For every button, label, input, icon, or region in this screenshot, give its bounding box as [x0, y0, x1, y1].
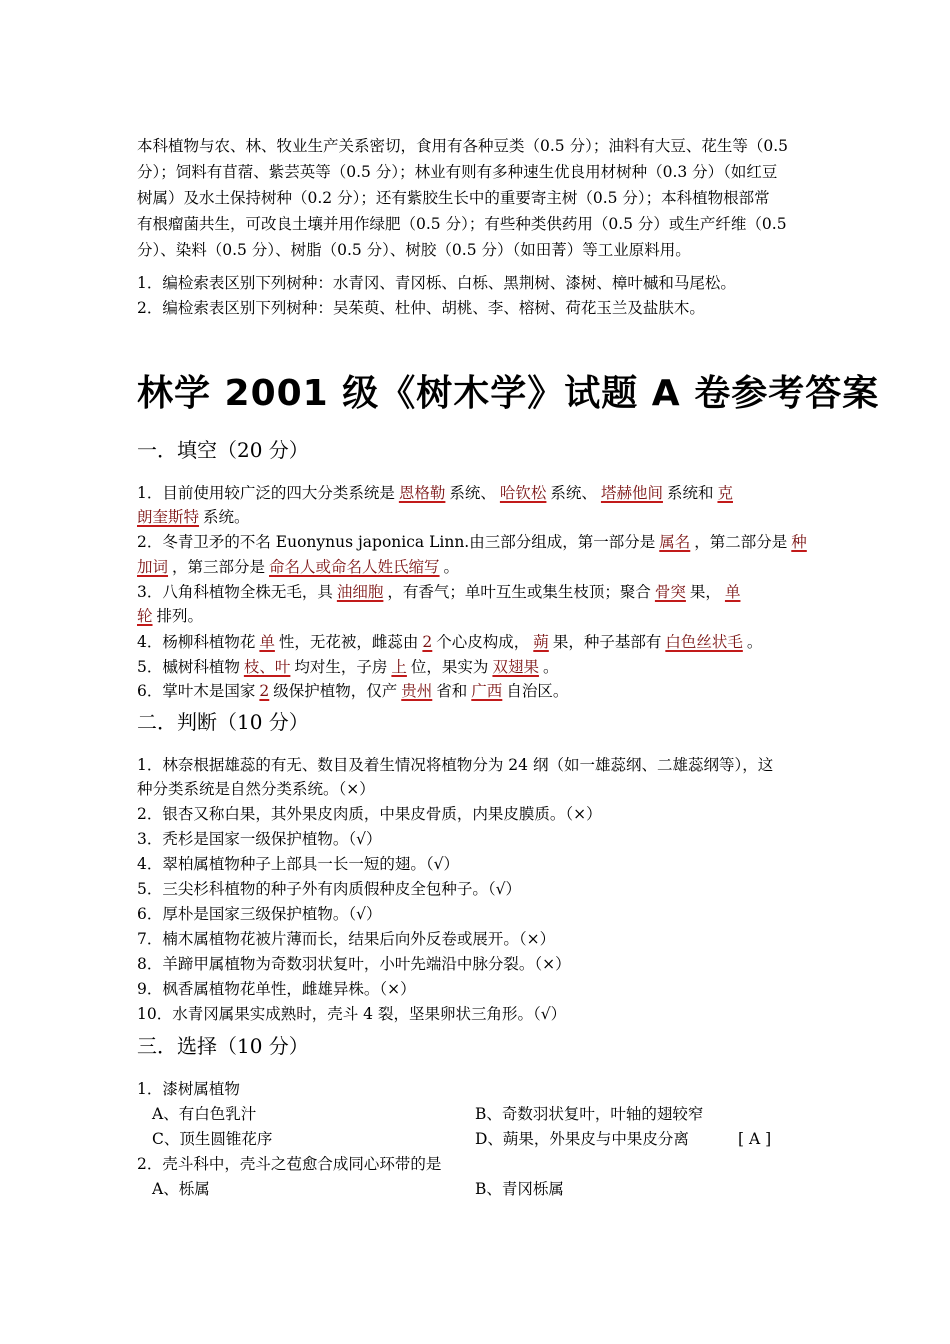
- fill-q2-answer-1: 属名: [659, 533, 691, 551]
- fill-q2-text-3: ，第三部分是: [172, 558, 266, 576]
- fill-q6: [137, 681, 568, 701]
- section-fill-heading: 一．填空（20 分）: [137, 438, 309, 462]
- fill-q4-text: 4．杨柳科植物花: [137, 633, 256, 651]
- fill-q3-line1: [137, 582, 744, 602]
- fill-q6-text-2: 级保护植物，仅产: [273, 682, 398, 700]
- fill-q3-answer-3b: 轮: [137, 607, 153, 625]
- intro-line-4: 有根瘤菌共生，可改良土壤并用作绿肥（0.5 分）；有些种类供药用（0.5 分）或生产纤维（0.5: [137, 215, 787, 233]
- fill-q2-answer-2b: 加词: [137, 558, 169, 576]
- intro-line-5: 分）、染料（0.5 分）、树脂（0.5 分）、树胶（0.5 分）（如田菁）等工业原料用。: [137, 241, 691, 259]
- fill-q6-text-3: 省和: [436, 682, 468, 700]
- section-judge-heading: 二．判断（10 分）: [137, 710, 309, 734]
- fill-q2-answer-2a: 种: [791, 533, 807, 551]
- fill-q1-answer-4b: 朗奎斯特: [137, 508, 200, 526]
- fill-q5-answer-2: 上: [391, 658, 407, 676]
- fill-q4-answer-2: 2: [422, 633, 433, 651]
- fill-q1-answer-4a: 克: [717, 484, 733, 502]
- fill-q3-answer-1: 油细胞: [336, 583, 384, 601]
- fill-q3-text: 3．八角科植物全株无毛，具: [137, 583, 333, 601]
- fill-q3-answer-3a: 单: [724, 583, 741, 601]
- intro-line-3: 树属）及水土保持树种（0.2 分）；还有紫胶生长中的重要寄主树（0.5 分）；本科植物根部常: [137, 189, 770, 207]
- fill-q1-answer-1: 恩格勒: [398, 484, 446, 502]
- fill-q6-answer-2: 贵州: [401, 682, 433, 700]
- judge-item-5: 5．三尖杉科植物的种子外有肉质假种皮全包种子。（√）: [137, 880, 521, 898]
- judge-item-1a: 1．林奈根据雄蕊的有无、数目及着生情况将植物分为 24 纲（如一雄蕊纲、二雄蕊纲等），这: [137, 756, 774, 774]
- judge-item-8: 8．羊蹄甲属植物为奇数羽状复叶，小叶先端沿中脉分裂。（×）: [137, 955, 571, 973]
- judge-item-3: 3．秃杉是国家一级保护植物。（√）: [137, 830, 382, 848]
- fill-q1-answer-2: 哈钦松: [499, 484, 547, 502]
- choice-q2-option-b: B、青冈栎属: [475, 1180, 564, 1198]
- fill-q2-text-2: ，第二部分是: [694, 533, 788, 551]
- fill-q4-answer-3: 蒴: [533, 633, 549, 651]
- choice-q1-answer: [ A ]: [738, 1130, 772, 1148]
- fill-q5-text-4: 。: [542, 658, 559, 676]
- fill-q3-text-3: 果，: [689, 583, 721, 601]
- judge-item-10: 10．水青冈属果实成熟时，壳斗 4 裂，坚果卵状三角形。（√）: [137, 1005, 567, 1023]
- fill-q5-text-3: 位，果实为: [410, 658, 489, 676]
- fill-q1-text-5: 系统。: [203, 508, 250, 526]
- fill-q1-line1: [137, 483, 737, 503]
- fill-q5: [137, 657, 558, 677]
- fill-q1-answer-3: 塔赫他间: [600, 484, 663, 502]
- fill-q4-answer-1: 单: [259, 633, 275, 651]
- fill-q2-line2: [137, 557, 459, 577]
- fill-q6-answer-3: 广西: [471, 682, 503, 700]
- judge-item-7: 7．楠木属植物花被片薄而长，结果后向外反卷或展开。（×）: [137, 930, 556, 948]
- fill-q3-answer-2: 骨突: [654, 583, 686, 601]
- fill-q2-text: 2．冬青卫矛的不名 Euonynus japonica Linn.由三部分组成，第一部分是: [137, 533, 656, 551]
- choice-q1-option-a: A、有白色乳汁: [152, 1105, 257, 1123]
- fill-q1-text-2: 系统、: [449, 484, 496, 502]
- fill-q4-text-5: 。: [746, 633, 763, 651]
- fill-q6-text: 6．掌叶木是国家: [137, 682, 256, 700]
- fill-q2-answer-3: 命名人或命名人姓氏缩写: [269, 558, 440, 576]
- intro-question-2: 2．编检索表区别下列树种：吴茱萸、杜仲、胡桃、李、榕树、荷花玉兰及盐肤木。: [137, 299, 705, 317]
- choice-q2-option-a: A、栎属: [152, 1180, 210, 1198]
- fill-q3-line2: [137, 606, 203, 626]
- choice-q1-option-c: C、顶生圆锥花序: [152, 1130, 273, 1148]
- judge-item-9: 9．枫香属植物花单性，雌雄异株。（×）: [137, 980, 416, 998]
- fill-q2-text-4: 。: [443, 558, 460, 576]
- fill-q2-line1: [137, 532, 811, 552]
- fill-q5-answer-1: 枝、叶: [243, 658, 291, 676]
- judge-item-2: 2．银杏又称白果，其外果皮肉质，中果皮骨质，内果皮膜质。（×）: [137, 805, 602, 823]
- fill-q6-text-4: 自治区。: [506, 682, 569, 700]
- fill-q1-text: 1．目前使用较广泛的四大分类系统是: [137, 484, 395, 502]
- choice-q1: 1．漆树属植物: [137, 1080, 240, 1098]
- fill-q5-text: 5．槭树科植物: [137, 658, 240, 676]
- section-choice-heading: 三．选择（10 分）: [137, 1034, 309, 1058]
- choice-q2: 2．壳斗科中，壳斗之苞愈合成同心环带的是: [137, 1155, 442, 1173]
- judge-item-4: 4．翠柏属植物种子上部具一长一短的翅。（√）: [137, 855, 459, 873]
- fill-q1-text-4: 系统和: [666, 484, 714, 502]
- fill-q6-answer-1: 2: [259, 682, 270, 700]
- fill-q4-answer-4: 白色丝状毛: [665, 633, 743, 651]
- judge-item-1b: 种分类系统是自然分类系统。（×）: [137, 780, 375, 798]
- fill-q4: [137, 632, 762, 652]
- page-title: 林学 2001 级《树木学》试题 A 卷参考答案: [137, 373, 880, 414]
- fill-q5-answer-3: 双翅果: [492, 658, 539, 676]
- fill-q5-text-2: 均对生，子房: [294, 658, 388, 676]
- intro-line-2: 分）；饲料有苜蓿、紫芸英等（0.5 分）；林业有则有多种速生优良用材树种（0.3 分）（如红豆: [137, 163, 778, 181]
- judge-item-6: 6．厚朴是国家三级保护植物。（√）: [137, 905, 382, 923]
- fill-q3-text-4: 排列。: [156, 607, 204, 625]
- fill-q4-text-4: 果，种子基部有: [552, 633, 662, 651]
- fill-q4-text-3: 个心皮构成，: [436, 633, 530, 651]
- intro-question-1: 1．编检索表区别下列树种：水青冈、青冈栎、白栎、黑荆树、漆树、樟叶槭和马尾松。: [137, 274, 736, 292]
- choice-q1-option-b: B、奇数羽状复叶，叶轴的翅较窄: [475, 1105, 704, 1123]
- fill-q4-text-2: 性，无花被，雌蕊由: [278, 633, 419, 651]
- choice-q1-option-d: D、蒴果，外果皮与中果皮分离: [475, 1130, 689, 1148]
- intro-line-1: 本科植物与农、林、牧业生产关系密切，食用有各种豆类（0.5 分）；油料有大豆、花生等（0.5: [137, 137, 788, 155]
- fill-q1-text-3: 系统、: [550, 484, 597, 502]
- fill-q1-line2: [137, 507, 250, 527]
- fill-q3-text-2: ，有香气；单叶互生或集生枝顶；聚合: [387, 583, 651, 601]
